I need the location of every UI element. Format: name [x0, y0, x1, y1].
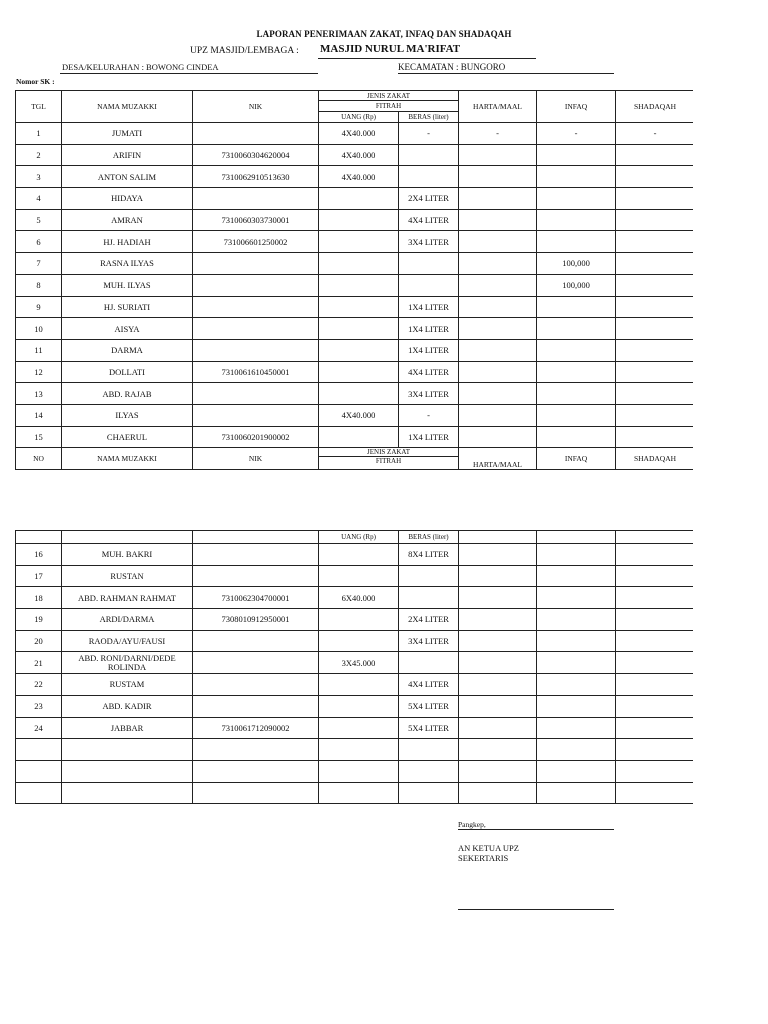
- cell-nik: [193, 253, 319, 275]
- cell-shadaqah: [616, 361, 693, 383]
- cell-nik: 7310061610450001: [193, 361, 319, 383]
- cell-shadaqah: [616, 695, 694, 717]
- table-row: [16, 609, 694, 631]
- cell-no: [16, 782, 62, 804]
- cell-harta: [459, 361, 537, 383]
- cell-no: 5: [16, 209, 62, 231]
- cell-nik: 731006601250002: [193, 231, 319, 253]
- cell-harta: [459, 630, 537, 652]
- cell-infaq: [537, 674, 616, 696]
- cell-harta: [459, 426, 537, 448]
- page-break-gap: [0, 475, 768, 530]
- cell-infaq: [537, 166, 616, 188]
- cell-uang: [319, 782, 399, 804]
- cell-nik: [193, 695, 319, 717]
- table-row: [16, 209, 694, 231]
- cell-no: 2: [16, 144, 62, 166]
- cell-uang: [319, 253, 399, 275]
- cell-infaq: [537, 782, 616, 804]
- cell-infaq: [537, 609, 616, 631]
- cell-infaq: [537, 209, 616, 231]
- cell-nama: AMRAN: [62, 209, 193, 231]
- cell-beras: [399, 760, 459, 782]
- cell-harta: [459, 383, 537, 405]
- zakat-table-page-2: [15, 530, 693, 804]
- cell-infaq: -: [537, 123, 616, 145]
- cell-no: 6: [16, 231, 62, 253]
- cell-no: [16, 760, 62, 782]
- cell-nama: CHAERUL: [62, 426, 193, 448]
- cell-nama: ANTON SALIM: [62, 166, 193, 188]
- cell-harta: [459, 760, 537, 782]
- cell-infaq: [537, 565, 616, 587]
- cell-beras: 5X4 LITER: [399, 717, 459, 739]
- table-row: [16, 760, 694, 782]
- repeat-col-header-jenis-fitrah: [319, 448, 459, 470]
- signature-role-2: SEKERTARIS: [458, 853, 509, 863]
- cell-uang: 4X40.000: [319, 123, 399, 145]
- cell-nama: RAODA/AYU/FAUSI: [62, 630, 193, 652]
- col-header-tgl: TGL: [16, 91, 62, 123]
- cell-nik: 7308010912950001: [193, 609, 319, 631]
- cell-nik: [193, 630, 319, 652]
- col-header-shadaqah: SHADAQAH: [616, 91, 693, 123]
- cell-nik: [193, 760, 319, 782]
- cell-beras: [399, 166, 459, 188]
- table-row: [16, 144, 694, 166]
- cell-nama: ILYAS: [62, 404, 193, 426]
- cell-harta: [459, 274, 537, 296]
- cell-infaq: [537, 144, 616, 166]
- cell-nama: JABBAR: [62, 717, 193, 739]
- cell-uang: [319, 318, 399, 340]
- p2-col-header-beras: BERAS (liter): [399, 531, 459, 544]
- cell-harta: [459, 717, 537, 739]
- table-row: [16, 630, 694, 652]
- cell-no: 11: [16, 339, 62, 361]
- cell-shadaqah: [616, 760, 694, 782]
- cell-harta: [459, 339, 537, 361]
- cell-no: 23: [16, 695, 62, 717]
- cell-shadaqah: -: [616, 123, 693, 145]
- cell-nik: [193, 565, 319, 587]
- cell-nik: [193, 339, 319, 361]
- cell-harta: -: [459, 123, 537, 145]
- cell-nama: RUSTAN: [62, 565, 193, 587]
- cell-no: 4: [16, 188, 62, 210]
- cell-infaq: [537, 760, 616, 782]
- signature-date-line: [458, 829, 614, 830]
- table-row: [16, 587, 694, 609]
- repeat-fitrah: FITRAH: [375, 457, 402, 466]
- cell-infaq: [537, 188, 616, 210]
- cell-uang: 3X45.000: [319, 652, 399, 674]
- cell-nik: 7310062304700001: [193, 587, 319, 609]
- signature-name-line: [458, 909, 614, 910]
- cell-uang: [319, 274, 399, 296]
- cell-uang: [319, 296, 399, 318]
- cell-no: 13: [16, 383, 62, 405]
- cell-shadaqah: [616, 318, 693, 340]
- cell-harta: [459, 587, 537, 609]
- repeat-col-header-shadaqah: SHADAQAH: [616, 448, 693, 470]
- cell-harta: [459, 695, 537, 717]
- cell-uang: [319, 565, 399, 587]
- table-row: [16, 166, 694, 188]
- cell-no: 24: [16, 717, 62, 739]
- cell-beras: -: [399, 404, 459, 426]
- table-row: [16, 717, 694, 739]
- upz-underline: [318, 58, 536, 59]
- kecamatan: KECAMATAN : BUNGORO: [398, 62, 506, 72]
- table-row: [16, 565, 694, 587]
- cell-uang: 4X40.000: [319, 144, 399, 166]
- cell-harta: [459, 209, 537, 231]
- cell-no: 10: [16, 318, 62, 340]
- cell-no: 16: [16, 544, 62, 566]
- cell-harta: [459, 674, 537, 696]
- cell-beras: 1X4 LITER: [399, 296, 459, 318]
- cell-nama: HIDAYA: [62, 188, 193, 210]
- cell-harta: [459, 652, 537, 674]
- cell-infaq: [537, 361, 616, 383]
- cell-beras: 3X4 LITER: [399, 231, 459, 253]
- cell-uang: [319, 739, 399, 761]
- cell-beras: 4X4 LITER: [399, 209, 459, 231]
- cell-uang: [319, 339, 399, 361]
- cell-beras: 4X4 LITER: [399, 674, 459, 696]
- cell-nama: ABD. RAHMAN RAHMAT: [62, 587, 193, 609]
- cell-beras: 1X4 LITER: [399, 318, 459, 340]
- cell-shadaqah: [616, 652, 694, 674]
- table-row: [16, 274, 694, 296]
- p2-col-header-uang: UANG (Rp): [319, 531, 399, 544]
- p2-cont-nama: [62, 531, 193, 544]
- cell-nama: [62, 760, 193, 782]
- cell-uang: [319, 361, 399, 383]
- cell-no: 3: [16, 166, 62, 188]
- cell-nama: HJ. SURIATI: [62, 296, 193, 318]
- cell-beras: -: [399, 123, 459, 145]
- cell-nik: 7310061712090002: [193, 717, 319, 739]
- upz-name: MASJID NURUL MA'RIFAT: [320, 43, 461, 55]
- cell-shadaqah: [616, 166, 693, 188]
- cell-infaq: 100,000: [537, 253, 616, 275]
- cell-no: 7: [16, 253, 62, 275]
- cell-nik: [193, 274, 319, 296]
- cell-no: 9: [16, 296, 62, 318]
- cell-nama: HJ. HADIAH: [62, 231, 193, 253]
- cell-shadaqah: [616, 426, 693, 448]
- cell-beras: [399, 652, 459, 674]
- cell-nik: [193, 652, 319, 674]
- signature-role-1: AN KETUA UPZ: [458, 843, 519, 853]
- cell-uang: [319, 426, 399, 448]
- col-header-fitrah: FITRAH: [319, 101, 459, 112]
- cell-infaq: [537, 318, 616, 340]
- table-row: [16, 253, 694, 275]
- cell-nik: [193, 188, 319, 210]
- repeat-col-header-infaq: INFAQ: [537, 448, 616, 470]
- col-header-beras: BERAS (liter): [399, 112, 459, 123]
- col-header-nik: NIK: [193, 91, 319, 123]
- cell-uang: [319, 609, 399, 631]
- cell-no: 18: [16, 587, 62, 609]
- cell-beras: [399, 739, 459, 761]
- cell-nik: 7310060303730001: [193, 209, 319, 231]
- cell-nama: ABD. RAJAB: [62, 383, 193, 405]
- cell-nik: [193, 296, 319, 318]
- cell-harta: [459, 565, 537, 587]
- cell-uang: 6X40.000: [319, 587, 399, 609]
- cell-uang: [319, 717, 399, 739]
- cell-harta: [459, 318, 537, 340]
- cell-beras: [399, 782, 459, 804]
- cell-beras: 3X4 LITER: [399, 630, 459, 652]
- cell-shadaqah: [616, 383, 693, 405]
- cell-uang: [319, 544, 399, 566]
- cell-uang: [319, 760, 399, 782]
- cell-nik: [193, 674, 319, 696]
- cell-nik: 7310062910513630: [193, 166, 319, 188]
- col-header-harta: HARTA/MAAL: [459, 91, 537, 123]
- cell-infaq: 100,000: [537, 274, 616, 296]
- table-page-2-panel: [15, 530, 693, 808]
- cell-no: 17: [16, 565, 62, 587]
- table-row: [16, 544, 694, 566]
- cell-nama: ARIFIN: [62, 144, 193, 166]
- table-row: [16, 188, 694, 210]
- repeat-col-header-harta: HARTA/MAAL: [459, 448, 537, 470]
- cell-uang: [319, 695, 399, 717]
- p2-cont-shadaqah: [616, 531, 694, 544]
- cell-infaq: [537, 739, 616, 761]
- table-row: [16, 404, 694, 426]
- cell-shadaqah: [616, 231, 693, 253]
- p2-cont-harta: [459, 531, 537, 544]
- cell-no: [16, 739, 62, 761]
- cell-infaq: [537, 652, 616, 674]
- cell-no: 12: [16, 361, 62, 383]
- cell-uang: [319, 674, 399, 696]
- cell-beras: [399, 565, 459, 587]
- p2-cont-nik: [193, 531, 319, 544]
- cell-nama: ARDI/DARMA: [62, 609, 193, 631]
- cell-harta: [459, 544, 537, 566]
- cell-uang: 4X40.000: [319, 404, 399, 426]
- cell-beras: [399, 587, 459, 609]
- cell-infaq: [537, 339, 616, 361]
- cell-harta: [459, 253, 537, 275]
- cell-beras: [399, 144, 459, 166]
- table-row: [16, 426, 694, 448]
- table-page-1-panel: [15, 90, 693, 476]
- cell-shadaqah: [616, 674, 694, 696]
- cell-no: 20: [16, 630, 62, 652]
- cell-infaq: [537, 404, 616, 426]
- cell-infaq: [537, 296, 616, 318]
- cell-nama: AISYA: [62, 318, 193, 340]
- col-header-jenis-zakat: JENIS ZAKAT: [319, 91, 459, 101]
- cell-infaq: [537, 630, 616, 652]
- col-header-nama: NAMA MUZAKKI: [62, 91, 193, 123]
- cell-nama: MUH. BAKRI: [62, 544, 193, 566]
- cell-nama: JUMATI: [62, 123, 193, 145]
- cell-shadaqah: [616, 253, 693, 275]
- cell-harta: [459, 404, 537, 426]
- table-row: [16, 339, 694, 361]
- table-row: [16, 782, 694, 804]
- cell-uang: [319, 231, 399, 253]
- table-row: [16, 231, 694, 253]
- cell-nama: ABD. RONI/DARNI/DEDE ROLINDA: [62, 652, 193, 674]
- cell-shadaqah: [616, 296, 693, 318]
- cell-nik: [193, 544, 319, 566]
- cell-infaq: [537, 231, 616, 253]
- cell-beras: 4X4 LITER: [399, 361, 459, 383]
- cell-shadaqah: [616, 565, 694, 587]
- table-row: [16, 123, 694, 145]
- signature-place: Pangkep,: [458, 820, 486, 829]
- cell-shadaqah: [616, 587, 694, 609]
- cell-infaq: [537, 587, 616, 609]
- cell-infaq: [537, 695, 616, 717]
- cell-no: 8: [16, 274, 62, 296]
- cell-beras: 2X4 LITER: [399, 188, 459, 210]
- cell-nik: 7310060201900002: [193, 426, 319, 448]
- cell-beras: 3X4 LITER: [399, 383, 459, 405]
- cell-harta: [459, 231, 537, 253]
- cell-no: 14: [16, 404, 62, 426]
- cell-nik: [193, 739, 319, 761]
- cell-no: 22: [16, 674, 62, 696]
- cell-uang: [319, 188, 399, 210]
- cell-harta: [459, 166, 537, 188]
- table-row: [16, 296, 694, 318]
- cell-shadaqah: [616, 630, 694, 652]
- cell-nama: RASNA ILYAS: [62, 253, 193, 275]
- cell-no: 19: [16, 609, 62, 631]
- repeat-col-header-nama: NAMA MUZAKKI: [62, 448, 193, 470]
- cell-no: 1: [16, 123, 62, 145]
- cell-no: 21: [16, 652, 62, 674]
- cell-no: 15: [16, 426, 62, 448]
- cell-shadaqah: [616, 188, 693, 210]
- cell-nama: DARMA: [62, 339, 193, 361]
- p2-cont-no: [16, 531, 62, 544]
- table-row: [16, 652, 694, 674]
- kecamatan-underline: [398, 73, 614, 74]
- cell-nama: ABD. KADIR: [62, 695, 193, 717]
- cell-shadaqah: [616, 274, 693, 296]
- cell-beras: 1X4 LITER: [399, 426, 459, 448]
- table-row: [16, 361, 694, 383]
- repeat-header-row: [16, 448, 694, 470]
- cell-harta: [459, 782, 537, 804]
- nomor-sk: Nomor SK :: [16, 77, 55, 86]
- cell-shadaqah: [616, 404, 693, 426]
- cell-harta: [459, 296, 537, 318]
- cell-infaq: [537, 544, 616, 566]
- report-title: LAPORAN PENERIMAAN ZAKAT, INFAQ DAN SHADAQAH: [256, 29, 512, 39]
- repeat-jenis-zakat: JENIS ZAKAT: [319, 448, 458, 457]
- cell-shadaqah: [616, 782, 694, 804]
- upz-label: UPZ MASJID/LEMBAGA :: [190, 46, 299, 56]
- cell-uang: [319, 209, 399, 231]
- cell-beras: 5X4 LITER: [399, 695, 459, 717]
- cell-nama: [62, 739, 193, 761]
- col-header-uang: UANG (Rp): [319, 112, 399, 123]
- repeat-col-header-no: NO: [16, 448, 62, 470]
- table-row: [16, 695, 694, 717]
- cell-nik: [193, 123, 319, 145]
- zakat-table-page-1: [15, 90, 693, 470]
- cell-harta: [459, 144, 537, 166]
- cell-nama: MUH. ILYAS: [62, 274, 193, 296]
- cell-harta: [459, 739, 537, 761]
- cell-shadaqah: [616, 144, 693, 166]
- cell-harta: [459, 609, 537, 631]
- cell-nik: [193, 404, 319, 426]
- cell-nama: DOLLATI: [62, 361, 193, 383]
- cell-nik: [193, 782, 319, 804]
- cell-nik: [193, 383, 319, 405]
- cell-nama: RUSTAM: [62, 674, 193, 696]
- cell-uang: [319, 383, 399, 405]
- table-row: [16, 739, 694, 761]
- cell-beras: 1X4 LITER: [399, 339, 459, 361]
- table-row: [16, 318, 694, 340]
- cell-nik: 7310060304620004: [193, 144, 319, 166]
- cell-uang: [319, 630, 399, 652]
- cell-shadaqah: [616, 609, 694, 631]
- cell-shadaqah: [616, 339, 693, 361]
- p2-cont-infaq: [537, 531, 616, 544]
- col-header-infaq: INFAQ: [537, 91, 616, 123]
- desa-kelurahan: DESA/KELURAHAN : BOWONG CINDEA: [62, 62, 219, 72]
- cell-shadaqah: [616, 717, 694, 739]
- cell-shadaqah: [616, 544, 694, 566]
- desa-underline: [60, 73, 318, 74]
- cell-beras: 8X4 LITER: [399, 544, 459, 566]
- cell-harta: [459, 188, 537, 210]
- cell-beras: 2X4 LITER: [399, 609, 459, 631]
- repeat-col-header-nik: NIK: [193, 448, 319, 470]
- cell-nik: [193, 318, 319, 340]
- cell-shadaqah: [616, 209, 693, 231]
- cell-infaq: [537, 717, 616, 739]
- table-row: [16, 674, 694, 696]
- cell-infaq: [537, 426, 616, 448]
- cell-beras: [399, 274, 459, 296]
- cell-nama: [62, 782, 193, 804]
- cell-shadaqah: [616, 739, 694, 761]
- cell-uang: 4X40.000: [319, 166, 399, 188]
- cell-infaq: [537, 383, 616, 405]
- table-row: [16, 383, 694, 405]
- cell-beras: [399, 253, 459, 275]
